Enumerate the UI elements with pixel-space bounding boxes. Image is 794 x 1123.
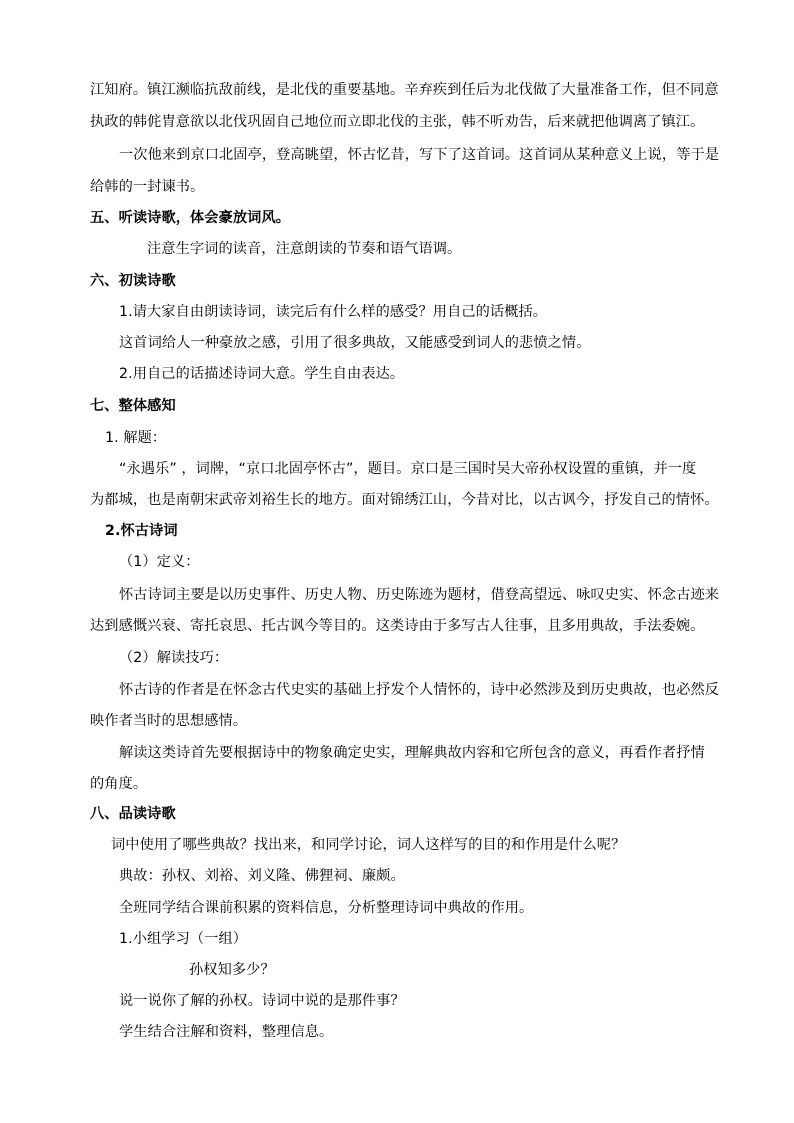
body-text-line: 这首词给人一种豪放之感，引用了很多典故，又能感受到词人的悲愤之情。 <box>119 335 591 351</box>
subsection-heading: 2.怀古诗词 <box>105 523 178 539</box>
body-text-line: 为都城，也是南朝宋武帝刘裕生长的地方。面对锦绣江山，今昔对比，以古讽今，抒发自己的情怀。 <box>90 492 719 508</box>
section-heading-5: 五、听读诗歌，体会豪放词风。 <box>90 210 291 226</box>
body-text-line: （1）定义： <box>119 554 200 570</box>
body-text-line: 映作者当时的思想感情。 <box>90 713 248 729</box>
body-text-line: 全班同学结合课前积累的资料信息，分析整理诗词中典故的作用。 <box>119 900 534 916</box>
body-text-line: 怀古诗的作者是在怀念古代史实的基础上抒发个人情怀的，诗中必然涉及到历史典故，也必然反 <box>119 682 720 698</box>
body-text-line: 怀古诗词主要是以历史事件、历史人物、历史陈迹为题材，借登高望远、咏叹史实、怀念古迹来 <box>119 587 720 603</box>
body-text-line: 江知府。镇江濒临抗敌前线，是北伐的重要基地。辛弃疾到任后为北伐做了大量准备工作，但不同意 <box>90 82 719 98</box>
body-text-line: 1.小组学习（一组） <box>119 931 248 947</box>
body-text-line: 说一说你了解的孙权。诗词中说的是那件事？ <box>119 993 405 1009</box>
body-text-line: 1. 解题： <box>105 430 167 446</box>
body-text-line: 典故：孙权、刘裕、刘义隆、佛狸祠、廉颇。 <box>119 868 405 884</box>
body-text-line: 1.请大家自由朗读诗词，读完后有什么样的感受？用自己的话概括。 <box>119 304 548 320</box>
body-text-line: 词中使用了哪些典故？找出来，和同学讨论，词人这样写的目的和作用是什么呢？ <box>111 837 626 853</box>
body-text-line: 一次他来到京口北固亭，登高眺望，怀古忆昔，写下了这首词。这首词从某种意义上说，等于是 <box>119 147 720 163</box>
body-text-line: 学生结合注解和资料，整理信息。 <box>119 1024 334 1040</box>
body-text-line: 2.用自己的话描述诗词大意。学生自由表达。 <box>119 366 405 382</box>
body-text-line: 孙权知多少？ <box>189 962 275 978</box>
body-text-line: 注意生字词的读音，注意朗读的节奏和语气语调。 <box>147 241 462 257</box>
body-text-line: 解读这类诗首先要根据诗中的物象确定史实，理解典故内容和它所包含的意义，再看作者抒情 <box>119 745 705 761</box>
body-text-line: 执政的韩侂胄意欲以北伐巩固自己地位而立即北伐的主张，韩不听劝告，后来就把他调离了镇江。 <box>90 114 705 130</box>
body-text-line: （2）解读技巧： <box>119 650 229 666</box>
body-text-line: 的角度。 <box>90 776 148 792</box>
section-heading-7: 七、整体感知 <box>90 398 176 414</box>
body-text-line: 给韩的一封谏书。 <box>90 179 205 195</box>
body-text-line: “永遇乐” ，词牌，“京口北固亭怀古”，题目。京口是三国时吴大帝孙权设置的重镇，并一度 <box>119 461 697 477</box>
section-heading-8: 八、品读诗歌 <box>90 806 176 822</box>
section-heading-6: 六、初读诗歌 <box>90 273 176 289</box>
body-text-line: 达到感慨兴衰、寄托哀思、托古讽今等目的。这类诗由于多写古人往事，且多用典故，手法委婉。 <box>90 618 705 634</box>
